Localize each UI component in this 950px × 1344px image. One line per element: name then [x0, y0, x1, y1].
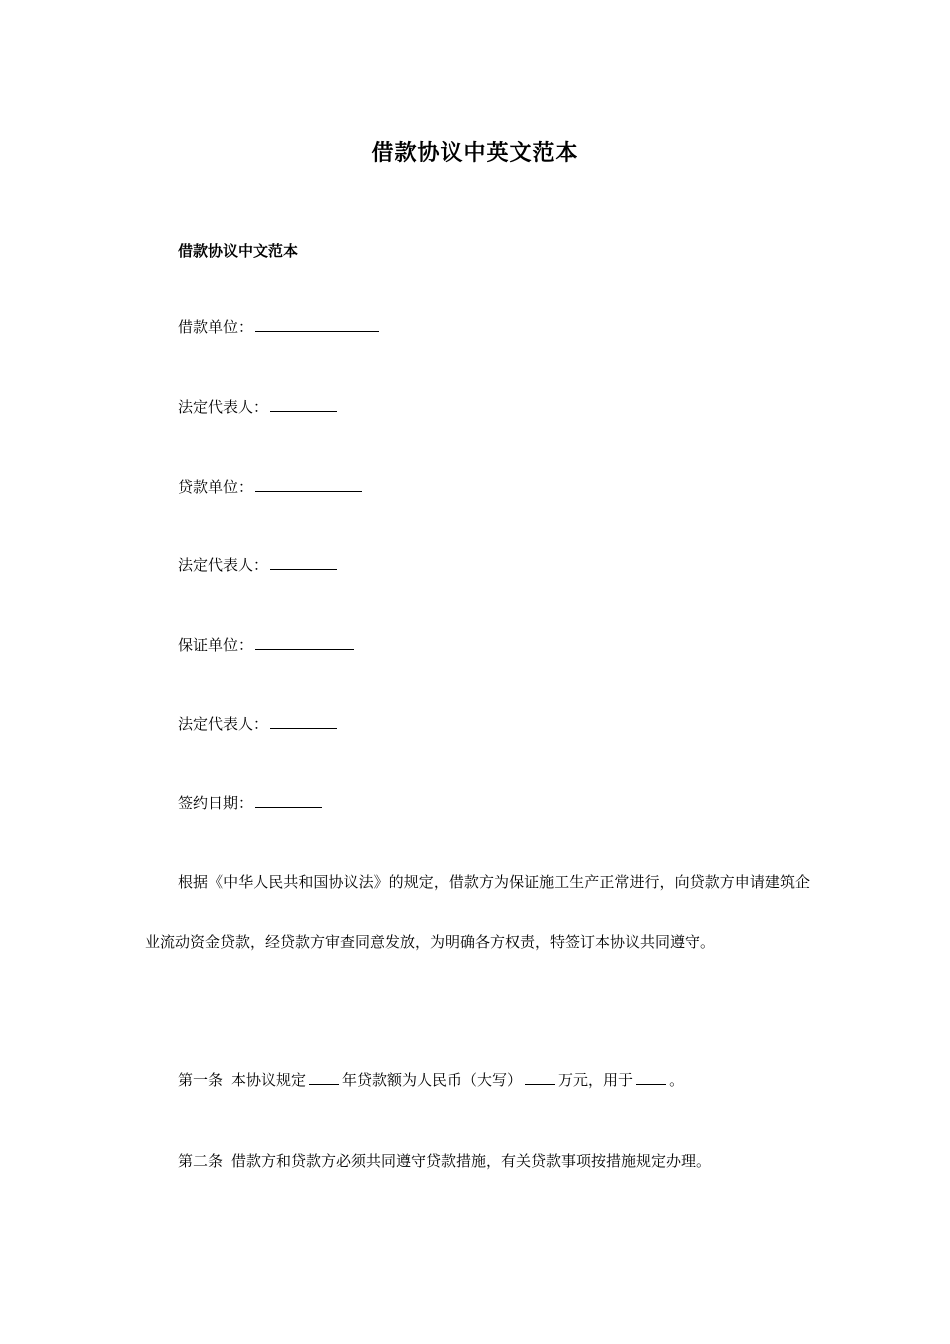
section-heading: 借款协议中文范本	[178, 242, 299, 260]
borrower-field	[178, 316, 379, 337]
field-label: 法定代表人：	[178, 556, 269, 574]
field-label: 借款单位：	[178, 318, 254, 336]
clause-text: 年贷款额为人民币（大写）	[342, 1071, 523, 1089]
fill-blank	[636, 1070, 666, 1085]
field-label: 签约日期：	[178, 794, 254, 812]
clause-2	[178, 1150, 711, 1171]
clause-text: 借款方和贷款方必须共同遵守贷款措施，有关贷款事项按措施规定办理。	[231, 1152, 712, 1170]
field-label: 法定代表人：	[178, 715, 269, 733]
fill-blank	[255, 477, 362, 492]
signing-date-field	[178, 792, 322, 813]
clause-1	[178, 1069, 684, 1090]
intro-paragraph: 根据《中华人民共和国协议法》的规定，借款方为保证施工生产正常进行，向贷款方申请建筑企业流动资金贷款，经贷款方审查同意发放，为明确各方权责，特签订本协议共同遵守。	[145, 873, 810, 951]
field-label: 贷款单位：	[178, 478, 254, 496]
clause-number: 第一条	[178, 1071, 224, 1089]
fill-blank	[525, 1070, 555, 1085]
clause-text: 万元，用于	[558, 1071, 634, 1089]
lender-field	[178, 476, 362, 497]
fill-blank	[255, 317, 379, 332]
field-label: 法定代表人：	[178, 398, 269, 416]
guarantor-representative-field	[178, 713, 337, 734]
field-label: 保证单位：	[178, 636, 254, 654]
fill-blank	[270, 714, 337, 729]
fill-blank	[255, 635, 354, 650]
clause-text: 。	[669, 1071, 685, 1089]
clause-text: 本协议规定	[231, 1071, 307, 1089]
fill-blank	[270, 397, 337, 412]
guarantor-field	[178, 634, 354, 655]
fill-blank	[270, 555, 337, 570]
document-title: 借款协议中英文范本	[371, 140, 579, 166]
clause-number: 第二条	[178, 1152, 224, 1170]
lender-representative-field	[178, 554, 337, 575]
borrower-representative-field	[178, 396, 337, 417]
fill-blank	[255, 793, 322, 808]
fill-blank	[309, 1070, 339, 1085]
